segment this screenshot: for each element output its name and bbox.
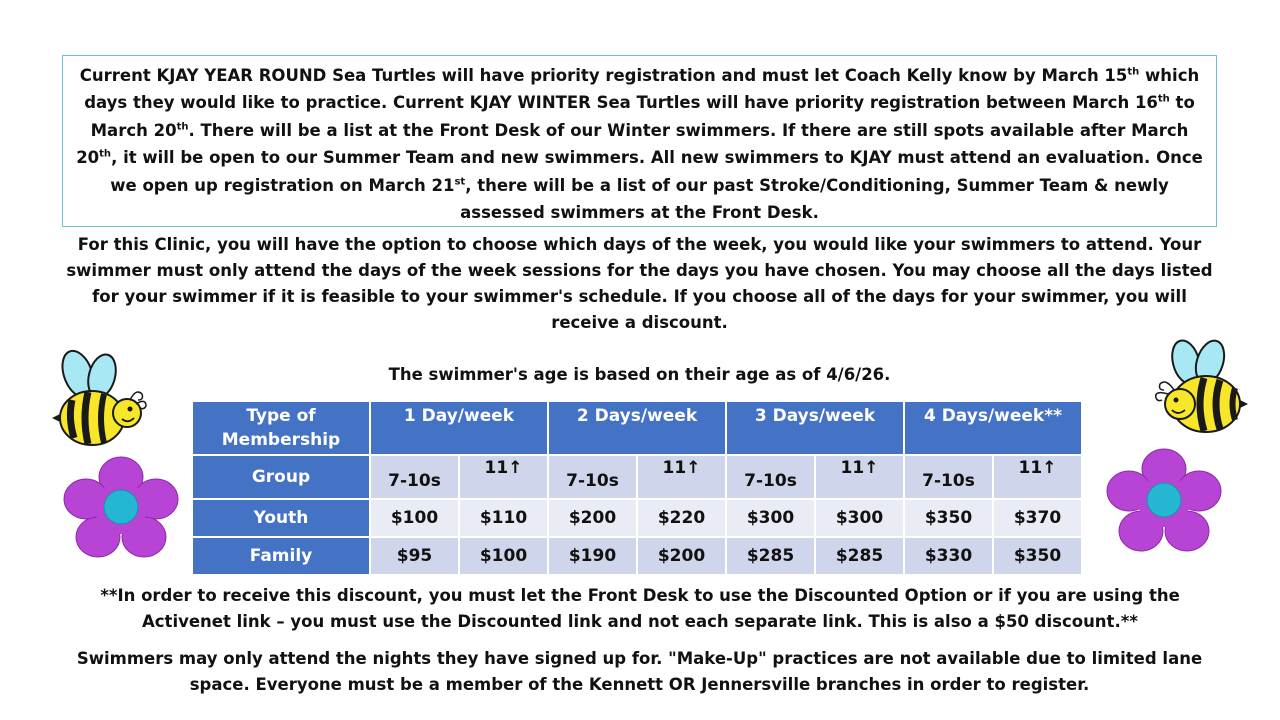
table-row (193, 500, 1083, 538)
price-cell: $350 (994, 538, 1083, 576)
bee-icon (1148, 336, 1252, 440)
clinic-options-text: For this Clinic, you will have the option to choose which days of the week, you would like your swimmers to attend. Your swimmer must only attend the days of the week sessions for the days you have chosen. You may choose all the days listed for your swimmer if it is feasible to your swimmer's schedule. If you choose all of the days for your swimmer, you will receive a discount. (66, 235, 1213, 332)
priority-registration-notice (62, 55, 1217, 227)
price-cell: $350 (905, 500, 994, 538)
price-cell: $285 (816, 538, 905, 576)
notice-text-6: , there will be a list of our past Stroke/Conditioning, Summer Team & newly assessed swimmers at the Front Desk. (460, 175, 1169, 223)
price-cell: $300 (816, 500, 905, 538)
column-header: 1 Day/week (371, 402, 549, 456)
notice-text-3: to March 20 (90, 93, 1195, 140)
age-group-cell: 11↑ (816, 456, 905, 500)
age-group-cell: 11↑ (460, 456, 549, 500)
column-header: 4 Days/week** (905, 402, 1083, 456)
notice-text-5: , it will be open to our Summer Team and new swimmers. All new swimmers to KJAY must attend an evaluation. Once we open up registration on March 21 (110, 148, 1203, 195)
age-group-cell: 11↑ (638, 456, 727, 500)
price-cell: $330 (905, 538, 994, 576)
membership-pricing-table (193, 402, 1083, 576)
flower-icon (1106, 447, 1222, 555)
column-header: 3 Days/week (727, 402, 905, 456)
ordinal-suffix: th (1127, 66, 1140, 78)
price-cell: $190 (549, 538, 638, 576)
row-label: Group (193, 456, 371, 500)
age-group-cell: 7-10s (371, 456, 460, 500)
price-cell: $95 (371, 538, 460, 576)
price-cell: $300 (727, 500, 816, 538)
age-group-cell: 7-10s (905, 456, 994, 500)
row-label: Youth (193, 500, 371, 538)
bee-icon (30, 342, 148, 454)
notice-text-1: Current KJAY YEAR ROUND Sea Turtles will have priority registration and must let Coach Kelly know by March 15 (79, 66, 1128, 85)
price-cell: $110 (460, 500, 549, 538)
age-note: The swimmer's age is based on their age as of 4/6/26. (388, 365, 891, 384)
policy-note: Swimmers may only attend the nights they have signed up for. "Make-Up" practices are not available due to limited lane space. Everyone must be a member of the Kennett OR Jennersville branches in order to register. (76, 649, 1203, 694)
table-header-row (193, 402, 1083, 456)
price-cell: $370 (994, 500, 1083, 538)
price-cell: $200 (638, 538, 727, 576)
price-cell: $285 (727, 538, 816, 576)
flower-icon (62, 455, 180, 561)
ordinal-suffix: th (176, 121, 189, 133)
table-row (193, 456, 1083, 500)
price-cell: $200 (549, 500, 638, 538)
row-label: Family (193, 538, 371, 576)
price-cell: $100 (371, 500, 460, 538)
notice-text-2: which days they would like to practice. Current KJAY WINTER Sea Turtles will have priority registration between March 16 (84, 66, 1200, 113)
notice-text-4: . There will be a list at the Front Desk of our Winter swimmers. If there are still spots available after March 20 (76, 120, 1189, 168)
table-row (193, 538, 1083, 576)
price-cell: $220 (638, 500, 727, 538)
age-group-cell: 11↑ (994, 456, 1083, 500)
age-group-cell: 7-10s (727, 456, 816, 500)
column-header: 2 Days/week (549, 402, 727, 456)
membership-type-header: Type of Membership (193, 402, 371, 456)
age-group-cell: 7-10s (549, 456, 638, 500)
discount-note: **In order to receive this discount, you must let the Front Desk to use the Discounted Option or if you are using the Activenet link – you must use the Discounted link and not each separate link. This is also a $50 discount.** (100, 586, 1180, 631)
price-cell: $100 (460, 538, 549, 576)
ordinal-suffix: th (99, 148, 112, 160)
ordinal-suffix: st (454, 176, 466, 188)
ordinal-suffix: th (1157, 93, 1170, 105)
